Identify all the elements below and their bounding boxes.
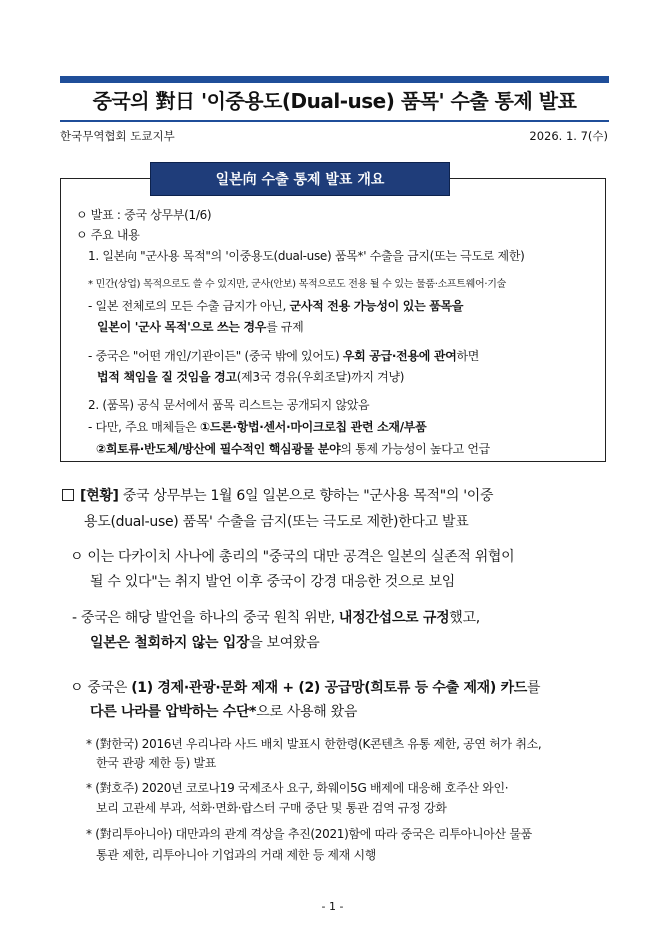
document-date: 2026. 1. 7(수): [529, 129, 608, 143]
summary-point-media: - 다만, 주요 매체들은 ①드론·항법·센서·마이크로칩 관련 소재/부품: [88, 420, 427, 434]
pressure-paragraph-cont: 다른 나라를 압박하는 수단*으로 사용해 왔음: [90, 704, 358, 720]
summary-point-scope: - 일본 전체로의 모든 수출 금지가 아닌, 군사적 전용 가능성이 있는 품목을: [88, 299, 464, 313]
background-paragraph-cont: 될 수 있다"는 취지 발언 이후 중국이 강경 대응한 것으로 보임: [90, 574, 456, 590]
summary-main-content: ㅇ 주요 내용: [76, 228, 140, 242]
summary-point-warning: - 중국은 "어떤 개인/기관이든" (중국 밖에 있어도) 우회 공급·전용에 관여하면: [88, 349, 480, 363]
summary-announcement: ㅇ 발표 : 중국 상무부(1/6): [76, 208, 212, 222]
note-korea: * (對한국) 2016년 우리나라 사드 배치 발표시 한한령(K콘텐츠 유통 제한, 공연 허가 취소,: [86, 737, 542, 751]
title-top-bar: [60, 76, 609, 83]
summary-point-scope-cont: 일본이 '군사 목적'으로 쓰는 경우를 규제: [97, 320, 304, 334]
status-paragraph-cont: 용도(dual-use) 품목' 수출을 금지(또는 극도로 제한)한다고 발표: [84, 514, 469, 530]
background-paragraph: ㅇ 이는 다카이치 사나에 총리의 "중국의 대만 공격은 일본의 실존적 위협이: [70, 549, 515, 565]
summary-point-media-cont: ②희토류·반도체/방산에 필수적인 핵심광물 분야의 통제 가능성이 높다고 언급: [96, 442, 490, 456]
summary-footnote: * 민간(상업) 목적으로도 쓸 수 있지만, 군사(안보) 목적으로도 전용 될 수 있는 물품·소프트웨어·기술: [88, 279, 506, 290]
summary-item-2: 2. (품목) 공식 문서에서 품목 리스트는 공개되지 않았음: [88, 398, 370, 412]
note-lithuania-cont: 통관 제한, 리투아니아 기업과의 거래 제한 등 제재 시행: [96, 848, 377, 862]
page-title: 중국의 對日 '이중용도(Dual-use) 품목' 수출 통제 발표: [92, 89, 577, 113]
organization: 한국무역협회 도쿄지부: [60, 129, 175, 143]
note-lithuania: * (對리투아니아) 대만과의 관계 격상을 추진(2021)함에 따라 중국은 리투아니아산 물품: [86, 827, 532, 841]
pressure-paragraph: ㅇ 중국은 (1) 경제·관광·문화 제재 + (2) 공급망(희토류 등 수출 제재) 카드를: [70, 680, 541, 696]
note-korea-cont: 한국 관광 제한 등) 발표: [96, 756, 217, 770]
summary-point-warning-cont: 법적 책임을 질 것임을 경고(제3국 경유(우회조달)까지 겨냥): [97, 370, 405, 384]
note-australia-cont: 보리 고관세 부과, 석화·면화·랍스터 구매 중단 및 통관 검역 규정 강화: [96, 801, 447, 815]
page-number: - 1 -: [321, 900, 344, 913]
status-paragraph: [현황] 중국 상무부는 1월 6일 일본으로 향하는 "군사용 목적"의 '이중: [62, 485, 493, 505]
summary-box-title: 일본向 수출 통제 발표 개요: [150, 162, 450, 196]
square-bullet-icon: [62, 489, 74, 501]
title-bottom-rule: [60, 120, 609, 122]
note-australia: * (對호주) 2020년 코로나19 국제조사 요구, 화웨이5G 배제에 대응해 호주산 와인·: [86, 781, 509, 795]
summary-item-1: 1. 일본向 "군사용 목적"의 '이중용도(dual-use) 품목*' 수출을 금지(또는 극도로 제한): [88, 249, 525, 263]
position-paragraph-cont: 일본은 철회하지 않는 입장을 보여왔음: [90, 635, 320, 651]
position-paragraph: - 중국은 해당 발언을 하나의 중국 원칙 위반, 내정간섭으로 규정했고,: [72, 610, 480, 626]
